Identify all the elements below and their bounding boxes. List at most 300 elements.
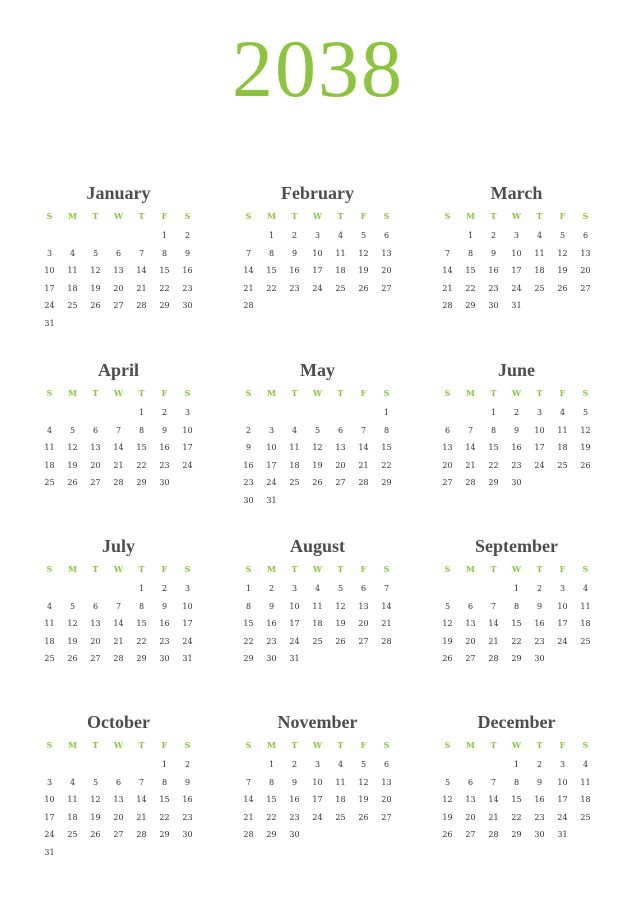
empty-cell xyxy=(38,404,61,422)
weekday-label: W xyxy=(114,740,123,750)
empty-cell xyxy=(38,756,61,774)
day-cell: 3 xyxy=(559,584,566,593)
day-cell: 26 xyxy=(358,812,369,822)
empty-cell xyxy=(130,756,153,774)
weekday-label: W xyxy=(512,211,521,221)
day-cell: 28 xyxy=(465,478,476,487)
month-title: July xyxy=(101,536,135,556)
day-cell: 28 xyxy=(113,654,124,663)
day-cell: 19 xyxy=(90,283,101,293)
day-cell: 22 xyxy=(159,283,170,293)
day-cell: 18 xyxy=(67,812,78,822)
weekday-label: T xyxy=(92,740,99,750)
weekday-label: S xyxy=(383,211,390,221)
day-cell: 25 xyxy=(44,654,55,663)
days-grid xyxy=(436,756,597,844)
day-cell: 3 xyxy=(184,408,191,417)
day-cell: 23 xyxy=(488,283,499,293)
day-cell: 12 xyxy=(312,443,323,452)
weekday-label: F xyxy=(559,740,566,750)
month-july xyxy=(38,534,199,668)
day-cell: 4 xyxy=(69,248,76,258)
day-cell: 28 xyxy=(243,830,254,839)
day-cell: 13 xyxy=(113,266,124,275)
month-title: December xyxy=(477,712,556,732)
days-grid xyxy=(436,404,597,492)
day-cell: 7 xyxy=(467,425,474,435)
day-cell: 15 xyxy=(381,443,392,452)
weekday-label: W xyxy=(313,211,322,221)
day-cell: 6 xyxy=(337,425,344,435)
empty-cell xyxy=(84,580,107,598)
day-cell: 13 xyxy=(90,443,101,452)
day-cell: 2 xyxy=(490,231,497,240)
day-cell: 8 xyxy=(513,777,520,787)
day-cell: 28 xyxy=(358,478,369,487)
day-cell: 19 xyxy=(358,266,369,275)
weekday-header xyxy=(436,560,597,578)
day-cell: 17 xyxy=(182,443,193,452)
day-cell: 7 xyxy=(138,248,145,258)
day-cell: 21 xyxy=(358,460,369,470)
day-cell: 29 xyxy=(136,654,147,663)
empty-cell xyxy=(352,404,375,422)
day-cell: 5 xyxy=(444,601,451,611)
weekday-header xyxy=(436,736,597,754)
days-grid xyxy=(436,580,597,668)
day-cell: 17 xyxy=(312,266,323,275)
month-march xyxy=(436,181,597,315)
day-cell: 23 xyxy=(511,460,522,470)
weekday-label: S xyxy=(383,564,390,574)
day-cell: 2 xyxy=(268,584,275,593)
empty-cell xyxy=(61,756,84,774)
day-cell: 24 xyxy=(557,812,568,822)
weekday-label: S xyxy=(444,211,451,221)
weekday-label: W xyxy=(313,388,322,398)
day-cell: 30 xyxy=(289,830,300,839)
day-cell: 29 xyxy=(159,830,170,839)
month-title: January xyxy=(86,183,151,203)
month-june xyxy=(436,358,597,492)
month-february xyxy=(237,181,398,315)
month-title: October xyxy=(87,712,150,732)
weekday-header xyxy=(38,384,199,402)
day-cell: 6 xyxy=(582,231,589,240)
day-cell: 9 xyxy=(161,425,168,435)
day-cell: 12 xyxy=(358,248,369,258)
day-cell: 2 xyxy=(161,408,168,417)
day-cell: 30 xyxy=(159,654,170,663)
day-cell: 29 xyxy=(511,830,522,839)
weekday-label: M xyxy=(68,388,77,398)
day-cell: 2 xyxy=(184,760,191,769)
weekday-label: S xyxy=(245,740,252,750)
day-cell: 5 xyxy=(360,760,367,769)
day-cell: 31 xyxy=(289,654,300,663)
day-cell: 24 xyxy=(289,636,300,646)
day-cell: 15 xyxy=(136,443,147,452)
day-cell: 19 xyxy=(67,636,78,646)
empty-cell xyxy=(61,227,84,245)
day-cell: 21 xyxy=(113,460,124,470)
weekday-label: T xyxy=(337,388,344,398)
day-cell: 24 xyxy=(511,283,522,293)
day-cell: 15 xyxy=(243,619,254,628)
weekday-label: T xyxy=(138,211,145,221)
day-cell: 19 xyxy=(90,812,101,822)
day-cell: 22 xyxy=(136,636,147,646)
day-cell: 26 xyxy=(442,830,453,839)
day-cell: 23 xyxy=(266,636,277,646)
day-cell: 15 xyxy=(511,795,522,804)
day-cell: 1 xyxy=(467,231,474,240)
day-cell: 15 xyxy=(511,619,522,628)
day-cell: 23 xyxy=(289,283,300,293)
day-cell: 16 xyxy=(289,795,300,804)
weekday-label: F xyxy=(161,388,168,398)
day-cell: 20 xyxy=(358,619,369,628)
day-cell: 3 xyxy=(314,760,321,769)
month-january xyxy=(38,181,199,332)
day-cell: 11 xyxy=(335,248,346,258)
day-cell: 15 xyxy=(266,795,277,804)
day-cell: 20 xyxy=(465,636,476,646)
day-cell: 9 xyxy=(268,601,275,611)
day-cell: 4 xyxy=(69,777,76,787)
month-april xyxy=(38,358,199,492)
day-cell: 16 xyxy=(289,266,300,275)
day-cell: 16 xyxy=(534,619,545,628)
day-cell: 10 xyxy=(182,425,193,435)
day-cell: 14 xyxy=(136,266,147,275)
day-cell: 1 xyxy=(268,760,275,769)
day-cell: 11 xyxy=(67,266,78,275)
day-cell: 7 xyxy=(245,248,252,258)
day-cell: 14 xyxy=(113,619,124,628)
day-cell: 27 xyxy=(335,478,346,487)
day-cell: 17 xyxy=(312,795,323,804)
day-cell: 19 xyxy=(557,266,568,275)
day-cell: 29 xyxy=(266,830,277,839)
day-cell: 3 xyxy=(559,760,566,769)
day-cell: 28 xyxy=(488,830,499,839)
day-cell: 19 xyxy=(312,460,323,470)
day-cell: 5 xyxy=(444,777,451,787)
day-cell: 30 xyxy=(159,478,170,487)
day-cell: 11 xyxy=(557,425,568,435)
day-cell: 29 xyxy=(243,654,254,663)
day-cell: 17 xyxy=(557,795,568,804)
day-cell: 21 xyxy=(488,812,499,822)
day-cell: 18 xyxy=(44,636,55,646)
day-cell: 11 xyxy=(580,777,591,787)
day-cell: 7 xyxy=(115,601,122,611)
empty-cell xyxy=(260,404,283,422)
empty-cell xyxy=(436,404,459,422)
weekday-label: S xyxy=(444,740,451,750)
day-cell: 4 xyxy=(582,584,589,593)
day-cell: 11 xyxy=(67,795,78,804)
day-cell: 1 xyxy=(245,584,252,593)
day-cell: 11 xyxy=(44,619,55,628)
day-cell: 23 xyxy=(534,812,545,822)
empty-cell xyxy=(283,404,306,422)
month-title: May xyxy=(300,360,335,380)
day-cell: 14 xyxy=(136,795,147,804)
day-cell: 15 xyxy=(159,795,170,804)
day-cell: 7 xyxy=(138,777,145,787)
empty-cell xyxy=(107,756,130,774)
day-cell: 16 xyxy=(534,795,545,804)
weekday-label: W xyxy=(114,211,123,221)
day-cell: 18 xyxy=(580,795,591,804)
day-cell: 8 xyxy=(138,425,145,435)
day-cell: 19 xyxy=(67,460,78,470)
day-cell: 30 xyxy=(243,495,254,505)
weekday-label: M xyxy=(267,388,276,398)
weekday-header xyxy=(237,384,398,402)
day-cell: 6 xyxy=(467,777,474,787)
weekday-label: M xyxy=(267,740,276,750)
weekday-label: S xyxy=(444,564,451,574)
day-cell: 26 xyxy=(67,654,78,663)
weekday-label: S xyxy=(245,564,252,574)
day-cell: 18 xyxy=(289,460,300,470)
day-cell: 8 xyxy=(268,777,275,787)
month-title: September xyxy=(475,536,558,556)
days-grid xyxy=(237,580,398,668)
day-cell: 9 xyxy=(161,601,168,611)
day-cell: 9 xyxy=(245,443,252,452)
day-cell: 11 xyxy=(534,248,545,258)
day-cell: 27 xyxy=(381,283,392,293)
day-cell: 26 xyxy=(67,478,78,487)
day-cell: 1 xyxy=(490,408,497,417)
weekday-header xyxy=(436,207,597,225)
day-cell: 9 xyxy=(513,425,520,435)
day-cell: 18 xyxy=(312,619,323,628)
day-cell: 28 xyxy=(381,636,392,646)
day-cell: 21 xyxy=(113,636,124,646)
day-cell: 3 xyxy=(46,248,53,258)
empty-cell xyxy=(237,756,260,774)
weekday-label: F xyxy=(360,211,367,221)
day-cell: 5 xyxy=(92,248,99,258)
day-cell: 16 xyxy=(159,443,170,452)
day-cell: 13 xyxy=(335,443,346,452)
day-cell: 4 xyxy=(337,231,344,240)
day-cell: 1 xyxy=(383,408,390,417)
day-cell: 15 xyxy=(465,266,476,275)
day-cell: 2 xyxy=(513,408,520,417)
day-cell: 5 xyxy=(337,584,344,593)
day-cell: 13 xyxy=(465,795,476,804)
day-cell: 22 xyxy=(381,460,392,470)
day-cell: 10 xyxy=(266,443,277,452)
day-cell: 27 xyxy=(580,283,591,293)
day-cell: 23 xyxy=(182,283,193,293)
day-cell: 15 xyxy=(266,266,277,275)
day-cell: 6 xyxy=(92,601,99,611)
weekday-label: M xyxy=(466,740,475,750)
weekday-label: T xyxy=(291,388,298,398)
day-cell: 21 xyxy=(136,812,147,822)
weekday-label: F xyxy=(360,740,367,750)
empty-cell xyxy=(38,227,61,245)
day-cell: 27 xyxy=(465,830,476,839)
day-cell: 29 xyxy=(488,478,499,487)
weekday-label: F xyxy=(559,211,566,221)
day-cell: 31 xyxy=(266,495,277,505)
day-cell: 13 xyxy=(580,248,591,258)
day-cell: 15 xyxy=(488,443,499,452)
day-cell: 5 xyxy=(314,425,321,435)
weekday-label: M xyxy=(466,211,475,221)
day-cell: 26 xyxy=(580,460,591,470)
day-cell: 22 xyxy=(511,636,522,646)
day-cell: 16 xyxy=(159,619,170,628)
day-cell: 31 xyxy=(44,847,55,857)
weekday-label: T xyxy=(490,211,497,221)
day-cell: 24 xyxy=(182,460,193,470)
weekday-label: T xyxy=(536,564,543,574)
day-cell: 8 xyxy=(138,601,145,611)
day-cell: 13 xyxy=(465,619,476,628)
day-cell: 15 xyxy=(136,619,147,628)
day-cell: 26 xyxy=(358,283,369,293)
day-cell: 25 xyxy=(534,283,545,293)
weekday-label: S xyxy=(383,388,390,398)
day-cell: 27 xyxy=(113,830,124,839)
day-cell: 6 xyxy=(115,777,122,787)
weekday-label: S xyxy=(383,740,390,750)
day-cell: 16 xyxy=(266,619,277,628)
weekday-label: S xyxy=(46,388,53,398)
day-cell: 24 xyxy=(44,830,55,839)
day-cell: 23 xyxy=(534,636,545,646)
weekday-label: W xyxy=(114,564,123,574)
day-cell: 20 xyxy=(113,812,124,822)
day-cell: 30 xyxy=(488,301,499,310)
day-cell: 20 xyxy=(90,460,101,470)
day-cell: 9 xyxy=(184,248,191,258)
days-grid xyxy=(38,404,199,492)
day-cell: 2 xyxy=(161,584,168,593)
day-cell: 23 xyxy=(182,812,193,822)
day-cell: 3 xyxy=(291,584,298,593)
day-cell: 18 xyxy=(335,795,346,804)
weekday-label: F xyxy=(559,388,566,398)
day-cell: 27 xyxy=(90,654,101,663)
day-cell: 12 xyxy=(580,425,591,435)
day-cell: 14 xyxy=(113,443,124,452)
day-cell: 10 xyxy=(289,601,300,611)
day-cell: 9 xyxy=(536,777,543,787)
empty-cell xyxy=(329,404,352,422)
empty-cell xyxy=(237,404,260,422)
day-cell: 30 xyxy=(534,654,545,663)
day-cell: 10 xyxy=(44,795,55,804)
day-cell: 21 xyxy=(465,460,476,470)
day-cell: 28 xyxy=(488,654,499,663)
day-cell: 17 xyxy=(182,619,193,628)
weekday-label: S xyxy=(46,564,53,574)
day-cell: 24 xyxy=(266,478,277,487)
month-title: February xyxy=(281,183,354,203)
empty-cell xyxy=(482,580,505,598)
day-cell: 3 xyxy=(184,584,191,593)
weekday-header xyxy=(237,207,398,225)
day-cell: 17 xyxy=(44,812,55,822)
day-cell: 5 xyxy=(582,408,589,417)
weekday-header xyxy=(237,736,398,754)
weekday-label: S xyxy=(245,388,252,398)
empty-cell xyxy=(436,580,459,598)
weekday-label: T xyxy=(92,564,99,574)
day-cell: 1 xyxy=(513,584,520,593)
weekday-label: S xyxy=(184,564,191,574)
weekday-label: W xyxy=(114,388,123,398)
weekday-label: F xyxy=(559,564,566,574)
day-cell: 17 xyxy=(266,460,277,470)
day-cell: 28 xyxy=(442,301,453,310)
weekday-label: M xyxy=(466,388,475,398)
day-cell: 21 xyxy=(243,812,254,822)
day-cell: 18 xyxy=(335,266,346,275)
day-cell: 16 xyxy=(511,443,522,452)
day-cell: 14 xyxy=(358,443,369,452)
day-cell: 28 xyxy=(243,301,254,310)
year-title: 2038 xyxy=(232,23,404,114)
day-cell: 26 xyxy=(335,636,346,646)
day-cell: 24 xyxy=(312,812,323,822)
day-cell: 1 xyxy=(513,760,520,769)
day-cell: 29 xyxy=(136,478,147,487)
weekday-label: T xyxy=(337,740,344,750)
day-cell: 11 xyxy=(289,443,300,452)
weekday-label: S xyxy=(184,388,191,398)
day-cell: 19 xyxy=(442,636,453,646)
empty-cell xyxy=(107,227,130,245)
day-cell: 25 xyxy=(312,636,323,646)
weekday-label: F xyxy=(161,740,168,750)
day-cell: 13 xyxy=(358,601,369,611)
weekday-label: S xyxy=(46,211,53,221)
day-cell: 7 xyxy=(490,777,497,787)
day-cell: 12 xyxy=(90,266,101,275)
day-cell: 6 xyxy=(92,425,99,435)
day-cell: 4 xyxy=(46,425,53,435)
empty-cell xyxy=(84,756,107,774)
day-cell: 25 xyxy=(44,478,55,487)
weekday-label: F xyxy=(161,564,168,574)
day-cell: 27 xyxy=(90,478,101,487)
day-cell: 30 xyxy=(182,830,193,839)
day-cell: 24 xyxy=(312,283,323,293)
day-cell: 28 xyxy=(113,478,124,487)
day-cell: 3 xyxy=(268,425,275,435)
day-cell: 2 xyxy=(291,231,298,240)
day-cell: 7 xyxy=(490,601,497,611)
day-cell: 19 xyxy=(442,812,453,822)
weekday-label: S xyxy=(582,388,589,398)
days-grid xyxy=(237,227,398,315)
month-title: November xyxy=(277,712,358,732)
weekday-header xyxy=(38,207,199,225)
day-cell: 25 xyxy=(67,301,78,310)
day-cell: 22 xyxy=(243,636,254,646)
